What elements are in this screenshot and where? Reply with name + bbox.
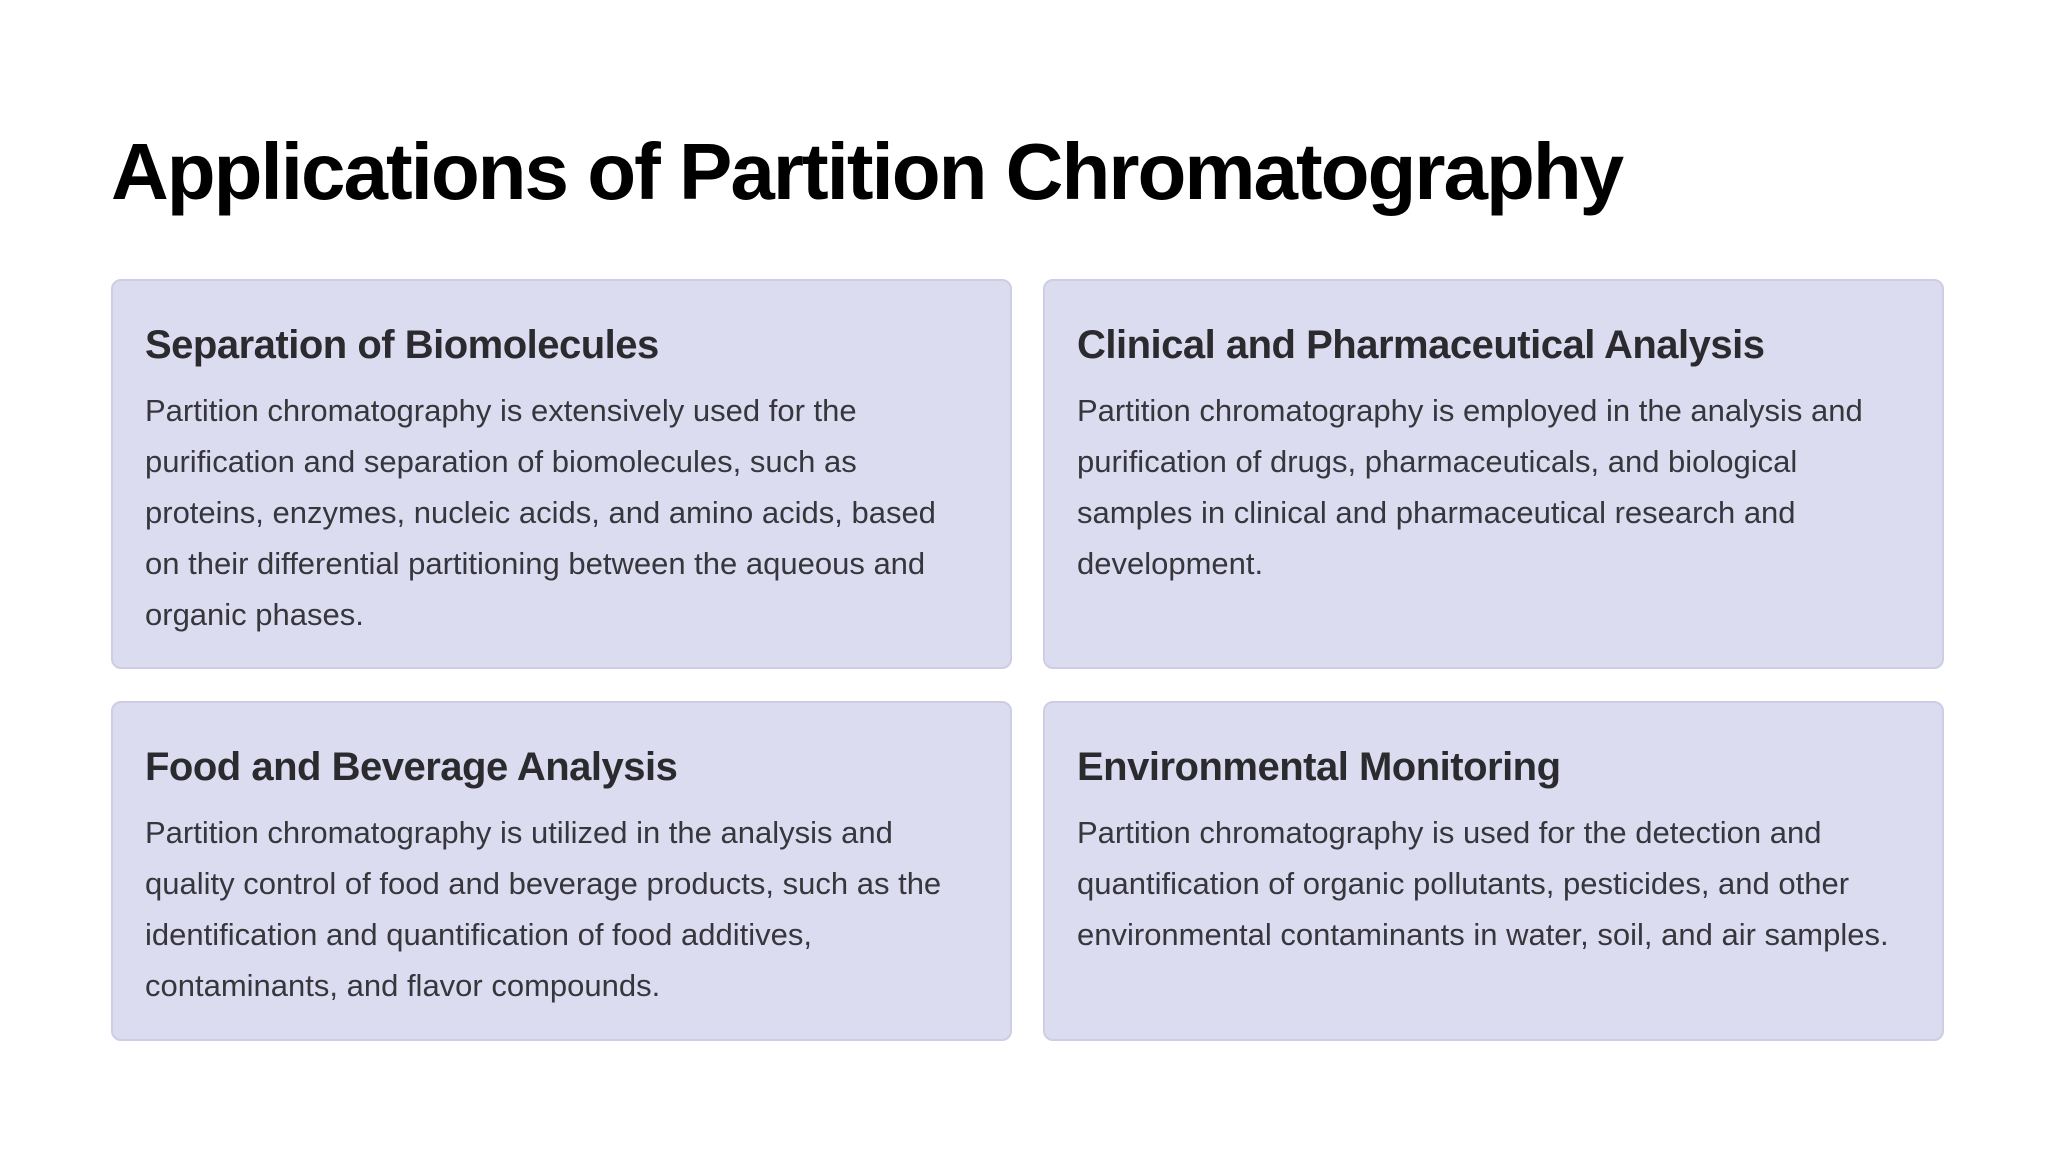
card-separation-of-biomolecules [111,279,1012,669]
card-body: Partition chromatography is employed in the analysis and purification of drugs, pharmaceuticals, and biological samples in clinical and pharmaceutical research and development. [1077,393,1863,581]
card-heading: Food and Beverage Analysis [145,745,678,789]
card-heading: Separation of Biomolecules [145,323,659,367]
card-environmental-monitoring [1043,701,1944,1041]
card-body: Partition chromatography is used for the detection and quantification of organic pollutants, pesticides, and other environmental contaminants in water, soil, and air samples. [1077,815,1889,952]
card-food-and-beverage-analysis [111,701,1012,1041]
card-body: Partition chromatography is extensively used for the purification and separation of biomolecules, such as proteins, enzymes, nucleic acids, and amino acids, based on their differential partitioning between the aqueous and organic phases. [145,393,936,632]
card-clinical-and-pharmaceutical-analysis [1043,279,1944,669]
card-heading: Environmental Monitoring [1077,745,1561,789]
slide-title: Applications of Partition Chromatography [111,127,1623,216]
card-heading: Clinical and Pharmaceutical Analysis [1077,323,1765,367]
card-body: Partition chromatography is utilized in the analysis and quality control of food and beverage products, such as the identification and quantification of food additives, contaminants, and flavor compounds. [145,815,942,1003]
